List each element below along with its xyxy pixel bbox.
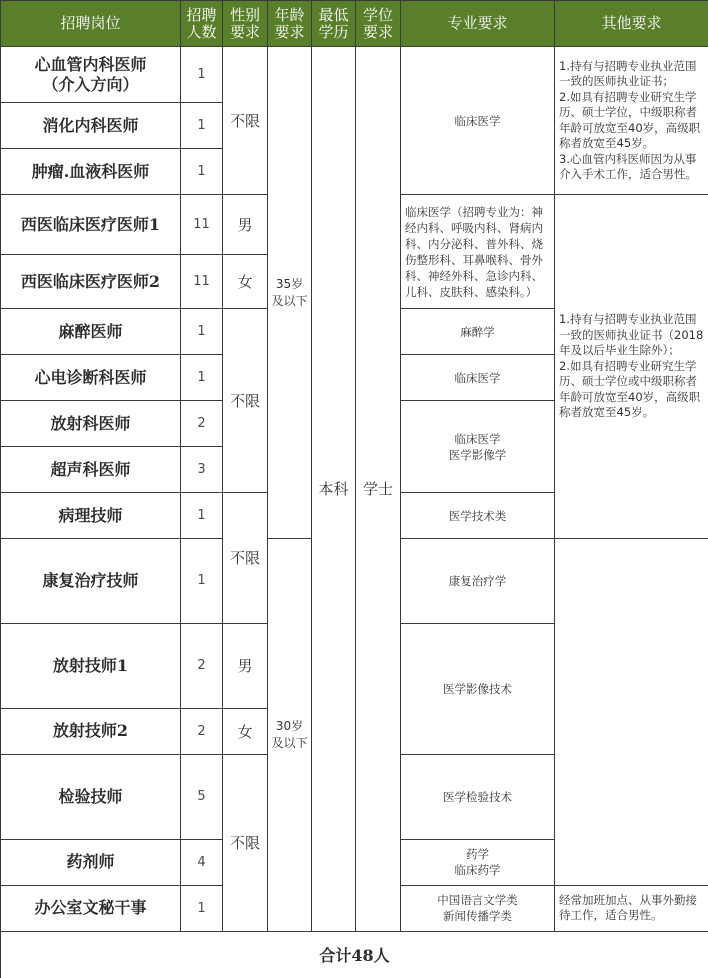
position-cell: 病理技师 xyxy=(1,493,181,539)
count-cell: 1 xyxy=(181,309,223,355)
position-cell: 检验技师 xyxy=(1,754,181,839)
header-degree: 学位 要求 xyxy=(356,1,401,47)
count-cell: 1 xyxy=(181,47,223,103)
position-cell: 超声科医师 xyxy=(1,447,181,493)
position-cell: 麻醉医师 xyxy=(1,309,181,355)
age-cell: 30岁 及以下 xyxy=(268,539,312,932)
gender-cell: 不限 xyxy=(223,47,268,195)
major-cell: 临床医学 xyxy=(401,47,555,195)
age-cell: 35岁 及以下 xyxy=(268,47,312,539)
major-cell: 中国语言文学类 新闻传播学类 xyxy=(401,885,555,931)
other-cell: 经常加班加点、从事外勤接待工作，适合男性。 xyxy=(555,885,708,931)
header-age: 年龄 要求 xyxy=(268,1,312,47)
education-cell: 本科 xyxy=(312,47,356,932)
header-major: 专业要求 xyxy=(401,1,555,47)
count-cell: 1 xyxy=(181,539,223,624)
gender-cell: 男 xyxy=(223,195,268,255)
count-cell: 4 xyxy=(181,839,223,885)
position-cell: 放射技师2 xyxy=(1,708,181,754)
major-cell: 药学 临床药学 xyxy=(401,839,555,885)
total-cell: 合计48人 xyxy=(1,931,708,978)
count-cell: 11 xyxy=(181,255,223,309)
count-cell: 1 xyxy=(181,103,223,149)
position-cell: 放射技师1 xyxy=(1,623,181,708)
position-cell: 心血管内科医师 （介入方向） xyxy=(1,47,181,103)
header-other: 其他要求 xyxy=(555,1,708,47)
major-cell: 麻醉学 xyxy=(401,309,555,355)
gender-cell: 不限 xyxy=(223,309,268,493)
gender-cell: 女 xyxy=(223,255,268,309)
position-cell: 放射科医师 xyxy=(1,401,181,447)
count-cell: 2 xyxy=(181,623,223,708)
gender-cell: 男 xyxy=(223,623,268,708)
header-gender: 性别 要求 xyxy=(223,1,268,47)
count-cell: 3 xyxy=(181,447,223,493)
header-education: 最低 学历 xyxy=(312,1,356,47)
major-cell: 临床医学（招聘专业为：神经内科、呼吸内科、肾病内科、内分泌科、普外科、烧伤整形科、耳鼻喉科、骨外科、神经外科、急诊内科、儿科、皮肤科、感染科。） xyxy=(401,195,555,309)
gender-cell: 不限 xyxy=(223,754,268,931)
gender-cell: 不限 xyxy=(223,493,268,624)
count-cell: 1 xyxy=(181,355,223,401)
position-cell: 肿瘤.血液科医师 xyxy=(1,149,181,195)
total-row xyxy=(1,931,708,978)
major-cell: 医学检验技术 xyxy=(401,754,555,839)
count-cell: 1 xyxy=(181,493,223,539)
position-cell: 办公室文秘干事 xyxy=(1,885,181,931)
table-row xyxy=(1,47,708,103)
gender-cell: 女 xyxy=(223,708,268,754)
major-cell: 临床医学 医学影像学 xyxy=(401,401,555,493)
header-row xyxy=(1,1,708,47)
position-cell: 消化内科医师 xyxy=(1,103,181,149)
position-cell: 康复治疗技师 xyxy=(1,539,181,624)
major-cell: 医学技术类 xyxy=(401,493,555,539)
header-position: 招聘岗位 xyxy=(1,1,181,47)
other-cell: 1.持有与招聘专业执业范围一致的医师执业证书； 2.如具有招聘专业研究生学历、硕士学位，中级职称者年龄可放宽至40岁，高级职称者放宽至45岁。 3.心血管内科医师因为从事介入手术工作，适合男性。 xyxy=(555,47,708,195)
major-cell: 临床医学 xyxy=(401,355,555,401)
position-cell: 心电诊断科医师 xyxy=(1,355,181,401)
position-cell: 药剂师 xyxy=(1,839,181,885)
degree-cell: 学士 xyxy=(356,47,401,932)
major-cell: 医学影像技术 xyxy=(401,623,555,754)
count-cell: 1 xyxy=(181,885,223,931)
count-cell: 5 xyxy=(181,754,223,839)
count-cell: 2 xyxy=(181,708,223,754)
major-cell: 康复治疗学 xyxy=(401,539,555,624)
other-cell: 1.持有与招聘专业执业范围一致的医师执业证书（2018年及以后毕业生除外）； 2.如具有招聘专业研究生学历、硕士学位或中级职称者年龄可放宽至40岁，高级职称者放宽至45岁。 xyxy=(555,195,708,539)
position-cell: 西医临床医疗医师2 xyxy=(1,255,181,309)
header-count: 招聘 人数 xyxy=(181,1,223,47)
position-cell: 西医临床医疗医师1 xyxy=(1,195,181,255)
count-cell: 1 xyxy=(181,149,223,195)
count-cell: 2 xyxy=(181,401,223,447)
count-cell: 11 xyxy=(181,195,223,255)
